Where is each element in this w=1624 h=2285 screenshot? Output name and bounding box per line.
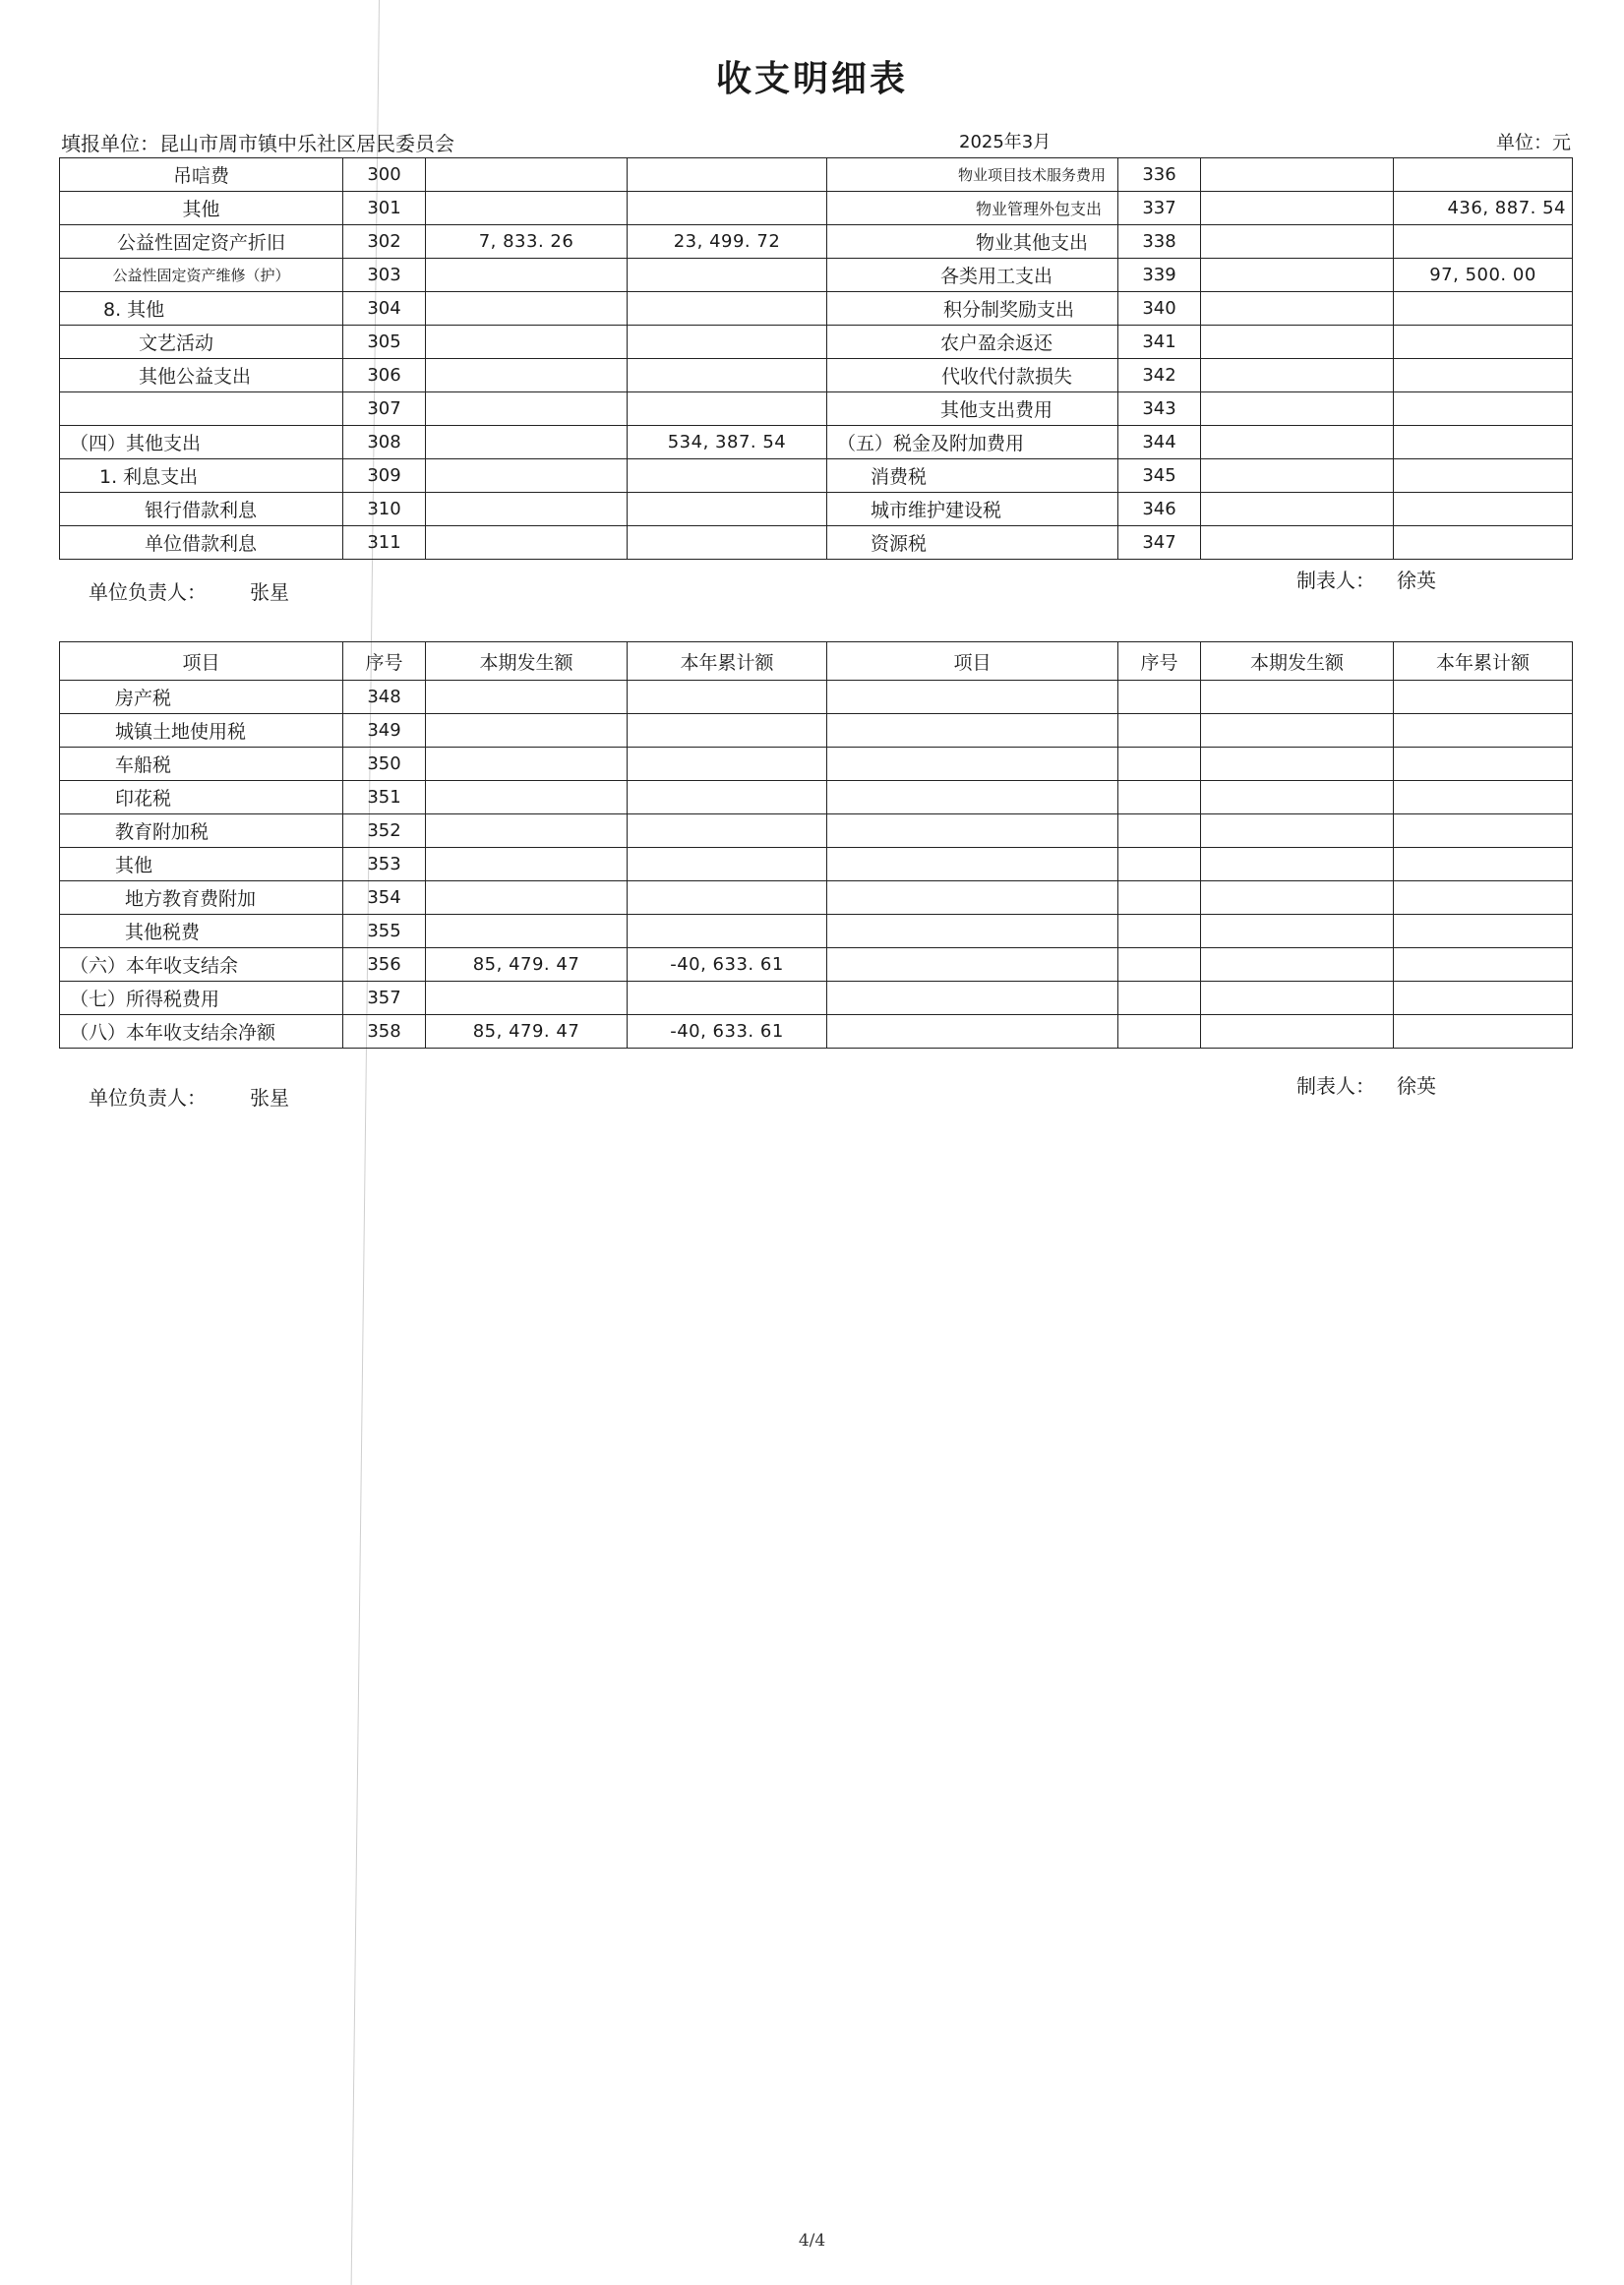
current-amount-cell: 85, 479. 47 (426, 1015, 628, 1049)
empty-cell (1394, 1015, 1573, 1049)
preparer-name: 徐英 (1397, 1074, 1436, 1098)
seq-cell: 349 (343, 714, 426, 748)
empty-cell (1394, 714, 1573, 748)
ytd-amount-cell (628, 915, 827, 948)
item-cell: 公益性固定资产折旧 (60, 225, 343, 259)
seq-cell: 356 (343, 948, 426, 982)
ytd-amount-cell: -40, 633. 61 (628, 1015, 827, 1049)
item-cell: 吊唁费 (60, 158, 343, 192)
current-amount-cell (426, 259, 628, 292)
table-row (60, 814, 1573, 848)
table-row (60, 714, 1573, 748)
empty-cell (1201, 881, 1394, 915)
empty-cell (1394, 681, 1573, 714)
ytd-amount-cell (1394, 225, 1573, 259)
empty-cell (1118, 848, 1201, 881)
item-cell: 代收代付款损失 (827, 359, 1118, 392)
empty-cell (1394, 748, 1573, 781)
empty-cell (1201, 948, 1394, 982)
income-expense-table-part1 (59, 157, 1573, 560)
ytd-amount-cell (628, 714, 827, 748)
table-row (60, 459, 1573, 493)
current-amount-cell (426, 292, 628, 326)
item-cell: 8. 其他 (60, 292, 343, 326)
table-header-row (60, 642, 1573, 681)
preparer-label: 制表人： (1296, 569, 1375, 592)
empty-cell (827, 714, 1118, 748)
item-cell: 物业管理外包支出 (827, 192, 1118, 225)
item-cell (60, 392, 343, 426)
seq-cell: 354 (343, 881, 426, 915)
current-amount-cell (426, 714, 628, 748)
ytd-amount-cell (1394, 526, 1573, 560)
item-cell: 城镇土地使用税 (60, 714, 343, 748)
ytd-amount-cell (1394, 292, 1573, 326)
reporting-unit: 填报单位：昆山市周市镇中乐社区居民委员会 (61, 132, 454, 155)
current-amount-cell (426, 158, 628, 192)
unit-head-name: 张星 (250, 1086, 289, 1110)
ytd-amount-cell (628, 192, 827, 225)
table-row (60, 982, 1573, 1015)
ytd-amount-cell (628, 848, 827, 881)
seq-cell: 300 (343, 158, 426, 192)
empty-cell (1394, 814, 1573, 848)
item-cell: 房产税 (60, 681, 343, 714)
header-item: 项目 (60, 642, 343, 681)
seq-cell: 351 (343, 781, 426, 814)
seq-cell: 311 (343, 526, 426, 560)
table-row (60, 292, 1573, 326)
empty-cell (1394, 948, 1573, 982)
empty-cell (827, 1015, 1118, 1049)
empty-cell (1118, 915, 1201, 948)
item-cell: 地方教育费附加 (60, 881, 343, 915)
table-row (60, 1015, 1573, 1049)
empty-cell (827, 848, 1118, 881)
unit-head-label: 单位负责人： (89, 1086, 207, 1110)
ytd-amount-cell: 97, 500. 00 (1394, 259, 1573, 292)
ytd-amount-cell (628, 881, 827, 915)
header-ytd: 本年累计额 (1394, 642, 1573, 681)
table-row (60, 426, 1573, 459)
current-amount-cell (426, 192, 628, 225)
current-amount-cell (426, 781, 628, 814)
current-amount-cell (1201, 493, 1394, 526)
seq-cell: 339 (1118, 259, 1201, 292)
empty-cell (827, 814, 1118, 848)
item-cell: 其他 (60, 192, 343, 225)
seq-cell: 336 (1118, 158, 1201, 192)
current-amount-cell (1201, 158, 1394, 192)
item-cell: 其他税费 (60, 915, 343, 948)
header-ytd: 本年累计额 (628, 642, 827, 681)
current-amount-cell (1201, 225, 1394, 259)
empty-cell (1201, 915, 1394, 948)
empty-cell (1118, 781, 1201, 814)
item-cell: 农户盈余返还 (827, 326, 1118, 359)
empty-cell (1201, 982, 1394, 1015)
seq-cell: 343 (1118, 392, 1201, 426)
table-row (60, 748, 1573, 781)
item-cell: 教育附加税 (60, 814, 343, 848)
item-cell: （八）本年收支结余净额 (60, 1015, 343, 1049)
seq-cell: 309 (343, 459, 426, 493)
empty-cell (827, 781, 1118, 814)
seq-cell: 307 (343, 392, 426, 426)
table-row (60, 681, 1573, 714)
unit-head-signature (89, 576, 289, 605)
item-cell: 1. 利息支出 (60, 459, 343, 493)
seq-cell: 302 (343, 225, 426, 259)
ytd-amount-cell (628, 392, 827, 426)
ytd-amount-cell (628, 526, 827, 560)
ytd-amount-cell (628, 748, 827, 781)
empty-cell (1118, 881, 1201, 915)
table-row (60, 192, 1573, 225)
current-amount-cell (1201, 426, 1394, 459)
ytd-amount-cell (1394, 158, 1573, 192)
preparer-label: 制表人： (1296, 1074, 1375, 1098)
table-row (60, 526, 1573, 560)
table-row (60, 225, 1573, 259)
current-amount-cell (426, 526, 628, 560)
seq-cell: 305 (343, 326, 426, 359)
table-row (60, 881, 1573, 915)
empty-cell (827, 982, 1118, 1015)
item-cell: 印花税 (60, 781, 343, 814)
item-cell: 公益性固定资产维修（护） (60, 259, 343, 292)
ytd-amount-cell (628, 359, 827, 392)
ytd-amount-cell (628, 982, 827, 1015)
table-row (60, 948, 1573, 982)
unit-head-label: 单位负责人： (89, 580, 207, 604)
current-amount-cell (1201, 292, 1394, 326)
item-cell: 其他支出费用 (827, 392, 1118, 426)
table-row (60, 781, 1573, 814)
item-cell: 车船税 (60, 748, 343, 781)
unit-head-signature (89, 1082, 289, 1111)
ytd-amount-cell: 436, 887. 54 (1394, 192, 1573, 225)
current-amount-cell (426, 681, 628, 714)
table-row (60, 392, 1573, 426)
current-amount-cell (426, 493, 628, 526)
empty-cell (827, 748, 1118, 781)
empty-cell (827, 948, 1118, 982)
page-title: 收支明细表 (715, 59, 908, 99)
ytd-amount-cell (628, 259, 827, 292)
seq-cell: 337 (1118, 192, 1201, 225)
empty-cell (1394, 881, 1573, 915)
table-row (60, 848, 1573, 881)
ytd-amount-cell (628, 326, 827, 359)
ytd-amount-cell (1394, 459, 1573, 493)
empty-cell (1201, 748, 1394, 781)
current-amount-cell (1201, 392, 1394, 426)
ytd-amount-cell (628, 493, 827, 526)
item-cell: 其他公益支出 (60, 359, 343, 392)
item-cell: 单位借款利息 (60, 526, 343, 560)
item-cell: 城市维护建设税 (827, 493, 1118, 526)
empty-cell (827, 881, 1118, 915)
seq-cell: 347 (1118, 526, 1201, 560)
empty-cell (1118, 681, 1201, 714)
empty-cell (1201, 814, 1394, 848)
empty-cell (1201, 1015, 1394, 1049)
current-amount-cell (426, 459, 628, 493)
unit-head-name: 张星 (250, 580, 289, 604)
header-item: 项目 (827, 642, 1118, 681)
seq-cell: 306 (343, 359, 426, 392)
seq-cell: 301 (343, 192, 426, 225)
seq-cell: 303 (343, 259, 426, 292)
empty-cell (1394, 781, 1573, 814)
item-cell: 各类用工支出 (827, 259, 1118, 292)
report-period: 2025年3月 (959, 132, 1052, 152)
table-row (60, 359, 1573, 392)
empty-cell (1118, 714, 1201, 748)
seq-cell: 348 (343, 681, 426, 714)
item-cell: 积分制奖励支出 (827, 292, 1118, 326)
table-row (60, 326, 1573, 359)
preparer-signature (1296, 1070, 1436, 1099)
current-amount-cell: 7, 833. 26 (426, 225, 628, 259)
item-cell: 其他 (60, 848, 343, 881)
empty-cell (1394, 982, 1573, 1015)
current-amount-cell (426, 814, 628, 848)
current-amount-cell (426, 881, 628, 915)
currency-unit: 单位：元 (1495, 132, 1571, 153)
empty-cell (827, 681, 1118, 714)
seq-cell: 341 (1118, 326, 1201, 359)
seq-cell: 358 (343, 1015, 426, 1049)
current-amount-cell (426, 848, 628, 881)
seq-cell: 308 (343, 426, 426, 459)
header-current: 本期发生额 (1201, 642, 1394, 681)
empty-cell (1201, 714, 1394, 748)
current-amount-cell (426, 426, 628, 459)
current-amount-cell (426, 359, 628, 392)
current-amount-cell (426, 392, 628, 426)
empty-cell (1201, 848, 1394, 881)
seq-cell: 310 (343, 493, 426, 526)
ytd-amount-cell (1394, 493, 1573, 526)
current-amount-cell (1201, 326, 1394, 359)
item-cell: 资源税 (827, 526, 1118, 560)
item-cell: （四）其他支出 (60, 426, 343, 459)
current-amount-cell (426, 326, 628, 359)
empty-cell (1201, 781, 1394, 814)
current-amount-cell (1201, 259, 1394, 292)
preparer-signature (1296, 565, 1436, 593)
ytd-amount-cell (628, 781, 827, 814)
empty-cell (1201, 681, 1394, 714)
current-amount-cell: 85, 479. 47 (426, 948, 628, 982)
seq-cell: 355 (343, 915, 426, 948)
item-cell: （六）本年收支结余 (60, 948, 343, 982)
table-row (60, 493, 1573, 526)
empty-cell (827, 915, 1118, 948)
ytd-amount-cell (1394, 326, 1573, 359)
preparer-name: 徐英 (1397, 569, 1436, 592)
header-seq: 序号 (1118, 642, 1201, 681)
seq-cell: 340 (1118, 292, 1201, 326)
empty-cell (1394, 915, 1573, 948)
seq-cell: 304 (343, 292, 426, 326)
item-cell: （五）税金及附加费用 (827, 426, 1118, 459)
current-amount-cell (1201, 359, 1394, 392)
current-amount-cell (1201, 526, 1394, 560)
header-seq: 序号 (343, 642, 426, 681)
header-current: 本期发生额 (426, 642, 628, 681)
item-cell: 文艺活动 (60, 326, 343, 359)
ytd-amount-cell (1394, 426, 1573, 459)
current-amount-cell (1201, 192, 1394, 225)
empty-cell (1118, 814, 1201, 848)
seq-cell: 357 (343, 982, 426, 1015)
empty-cell (1118, 1015, 1201, 1049)
table-row (60, 158, 1573, 192)
empty-cell (1118, 982, 1201, 1015)
seq-cell: 344 (1118, 426, 1201, 459)
ytd-amount-cell (628, 158, 827, 192)
item-cell: 消费税 (827, 459, 1118, 493)
table-row (60, 915, 1573, 948)
seq-cell: 352 (343, 814, 426, 848)
ytd-amount-cell (628, 292, 827, 326)
current-amount-cell (1201, 459, 1394, 493)
item-cell: 物业项目技术服务费用 (827, 158, 1118, 192)
ytd-amount-cell: 534, 387. 54 (628, 426, 827, 459)
ytd-amount-cell (628, 681, 827, 714)
ytd-amount-cell: 23, 499. 72 (628, 225, 827, 259)
ytd-amount-cell (1394, 392, 1573, 426)
item-cell: 银行借款利息 (60, 493, 343, 526)
current-amount-cell (426, 982, 628, 1015)
ytd-amount-cell (1394, 359, 1573, 392)
empty-cell (1118, 948, 1201, 982)
income-expense-table-part2 (59, 641, 1573, 1049)
seq-cell: 346 (1118, 493, 1201, 526)
seq-cell: 338 (1118, 225, 1201, 259)
empty-cell (1118, 748, 1201, 781)
ytd-amount-cell (628, 814, 827, 848)
ytd-amount-cell: -40, 633. 61 (628, 948, 827, 982)
current-amount-cell (426, 915, 628, 948)
item-cell: 物业其他支出 (827, 225, 1118, 259)
page-number: 4/4 (798, 2231, 826, 2251)
seq-cell: 345 (1118, 459, 1201, 493)
item-cell: （七）所得税费用 (60, 982, 343, 1015)
table-row (60, 259, 1573, 292)
seq-cell: 342 (1118, 359, 1201, 392)
seq-cell: 353 (343, 848, 426, 881)
ytd-amount-cell (628, 459, 827, 493)
empty-cell (1394, 848, 1573, 881)
current-amount-cell (426, 748, 628, 781)
seq-cell: 350 (343, 748, 426, 781)
